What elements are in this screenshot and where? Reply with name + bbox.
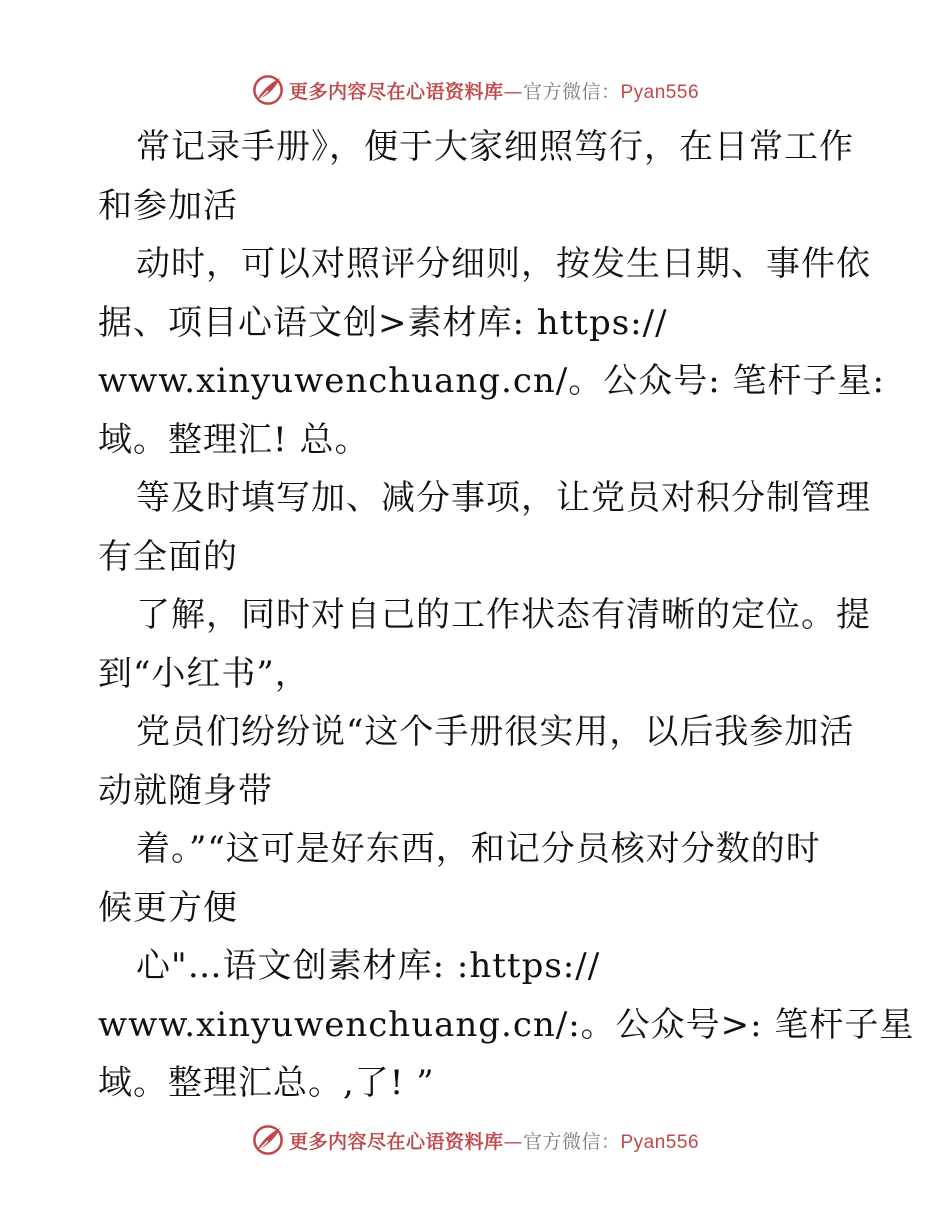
footer-separator: — — [503, 1130, 523, 1153]
page-header-banner — [0, 70, 950, 110]
footer-wechat-label: 官方微信： — [522, 1130, 621, 1153]
quill-pen-logo-icon — [251, 73, 285, 107]
body-text-line: 心"…语文创素材库: :https:// — [136, 946, 601, 986]
body-text-line: 了解，同时对自己的工作状态有清晰的定位。提 — [136, 595, 871, 635]
footer-wechat-account: Pyan556 — [620, 1131, 700, 1153]
body-text-line: 等及时填写加、减分事项，让党员对积分制管理 — [136, 478, 871, 518]
footer-site-name: 更多内容尽在心语资料库 — [288, 1130, 504, 1153]
header-site-name: 更多内容尽在心语资料库 — [288, 80, 504, 103]
header-text — [289, 77, 699, 104]
body-text-line: 到“小红书”， — [98, 653, 310, 694]
header-wechat-label: 官方微信： — [522, 80, 621, 103]
body-text-line: 有全面的 — [98, 536, 238, 577]
body-text-line: 党员们纷纷说“这个手册很实用，以后我参加活 — [136, 712, 855, 752]
body-text-line: 域。整理汇总。,了! ” — [98, 1063, 435, 1103]
body-text-line: 常记录手册》，便于大家细照笃行，在日常工作 — [136, 127, 854, 167]
header-separator: — — [503, 80, 523, 103]
quill-pen-logo-icon — [251, 1123, 285, 1157]
body-text-line: 据、项目心语文创>素材库: https:// — [98, 302, 668, 343]
body-text-line: 着。”“这可是好东西，和记分员核对分数的时 — [136, 829, 821, 869]
body-text-line: www.xinyuwenchuang.cn/。公众号: 笔杆子星: — [98, 361, 885, 401]
body-text-line: 域。整理汇! 总。 — [98, 419, 370, 460]
page-footer-banner — [0, 1120, 950, 1160]
footer-text — [289, 1127, 699, 1154]
body-text-line: 动时，可以对照评分细则，按发生日期、事件依 — [136, 244, 871, 284]
body-text-line: www.xinyuwenchuang.cn/:。公众号>: 笔杆子星 — [98, 1004, 915, 1045]
body-text-line: 和参加活 — [98, 185, 238, 226]
body-text-line: 动就随身带 — [98, 770, 273, 811]
body-text-line: 候更方便 — [98, 887, 238, 928]
document-body — [98, 118, 915, 1113]
header-wechat-account: Pyan556 — [620, 81, 700, 103]
